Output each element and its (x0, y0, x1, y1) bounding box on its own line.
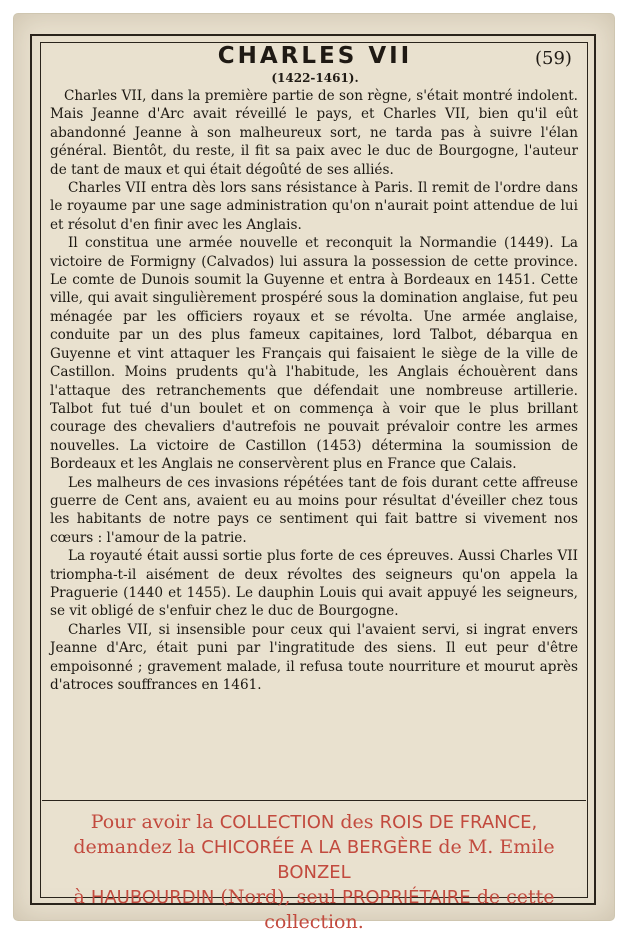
footer-line-3 (42, 885, 586, 935)
footer-line-1 (42, 810, 586, 835)
footer-brand: CHICORÉE A LA BERGÈRE (201, 837, 433, 858)
paragraph-5: La royauté était aussi sortie plus forte de ces épreuves. Aussi Charles VII triompha-t-il aisément de deux révoltes des seigneurs qu'on appela la Praguerie (1440 et 1455). Le dauphin Louis qui avait appuyé les seigneurs, se vit obligé de s'enfuir chez le duc de Bourgogne. (50, 548, 578, 620)
footer-rois: ROIS DE FRANCE, (379, 812, 538, 833)
footer-town: HAUBOURDIN (90, 887, 215, 908)
footer-text: à (73, 886, 91, 908)
paragraph-3: Il constitua une armée nouvelle et reconquit la Normandie (1449). La victoire de Formigny (Calvados) lui assura la possession de cette province. Le comte de Dunois soumit la Guyenne et entra à Bordeaux en 1451. Cette ville, qui avait singulièrement prospéré sous la domination anglaise, fut peu ménagée par les officiers royaux et se révolta. Une armée anglaise, conduite par un des plus fameux capitaines, lord Talbot, débarqua en Guyenne et vint attaquer les Français qui faisaient le siège de la ville de Castillon. Moins prudents qu'à l'habitude, les Anglais échouèrent dans l'attaque des retranchements que défendait une nombreuse artillerie. Talbot fut tué d'un boulet et on commença à voir que le plus brillant courage des chevaliers d'autrefois ne pouvait prévaloir contre les armes nouvelles. La victoire de Castillon (1453) détermina la soumission de Bordeaux et les Anglais ne conservèrent plus en France que Calais. (50, 235, 578, 473)
footer-collection: COLLECTION (219, 812, 335, 833)
card-number: (59) (535, 48, 572, 69)
paragraph-1: Charles VII, dans la première partie de son règne, s'était montré indolent. Mais Jeanne d'Arc avait réveillé le pays, et Charles VII, bien qu'il eût abandonné Jeanne à son malheureux sort, ne tarda pas à suivre l'élan général. Bientôt, du reste, il fit sa paix avec le duc de Bourgogne, l'auteur de tant de maux et qui était dégoûté de ses alliés. (50, 88, 578, 178)
footer-proprietaire: PROPRIÉTAIRE (341, 887, 471, 908)
reign-dates: (1422-1461). (271, 71, 359, 85)
footer-text: de M. Emile (432, 836, 555, 858)
footer-owner: BONZEL (277, 862, 351, 883)
footer-text: demandez la (73, 836, 202, 858)
paragraph-6: Charles VII, si insensible pour ceux qui l'avaient servi, si ingrat envers Jeanne d'Arc, était puni par l'ingratitude des siens. Il eut peur d'être empoisonné ; gravement malade, il refusa toute nourriture et mourut après d'atroces souffrances en 1461. (50, 621, 578, 693)
advertisement-footer (42, 810, 586, 935)
paragraph-2: Charles VII entra dès lors sans résistance à Paris. Il remit de l'ordre dans le royaume par une sage administration qu'on n'aurait point attendue de lui et résolut d'en finir avec les Anglais. (50, 180, 578, 233)
biography-text (50, 87, 578, 694)
footer-text: Pour avoir la (90, 811, 220, 833)
paragraph-4: Les malheurs de ces invasions répétées tant de fois durant cette affreuse guerre de Cent ans, avaient eu au moins pour résultat d'éveiller chez tous les habitants de notre pays ce sentiment qui fait battre si vivement nos cœurs : l'amour de la patrie. (50, 474, 578, 546)
footer-text: (Nord), seul (214, 886, 342, 908)
footer-text: de cette collection. (264, 886, 555, 933)
footer-divider (42, 800, 586, 801)
card-title: CHARLES VII (217, 43, 413, 69)
footer-line-2 (42, 835, 586, 885)
footer-text: des (334, 811, 380, 833)
